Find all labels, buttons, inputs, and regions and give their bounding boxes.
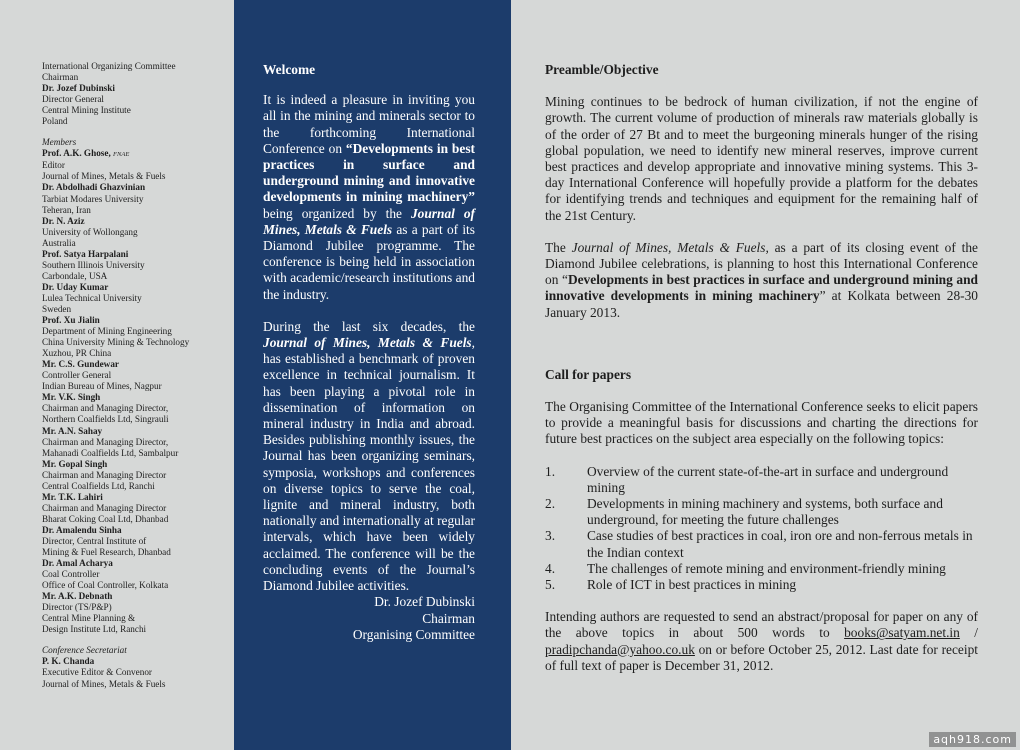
- member-name: Mr. Gopal Singh: [42, 458, 108, 469]
- topic-number: 2.: [545, 496, 556, 512]
- member-desc: Tarbiat Modares University: [42, 193, 144, 204]
- topics-list: [545, 464, 978, 594]
- signature-name: Dr. Jozef Dubinski: [374, 594, 475, 610]
- committee-list: [42, 61, 232, 690]
- member-desc: Carbondale, USA: [42, 270, 108, 281]
- member-name: Prof. A.K. Ghose, FNAE: [42, 148, 130, 159]
- member-desc: Central Coalfields Ltd, Ranchi: [42, 480, 155, 491]
- member-desc: Indian Bureau of Mines, Nagpur: [42, 381, 162, 392]
- committee-title: International Organizing Committee: [42, 61, 176, 71]
- member-name: Prof. Satya Harpalani: [42, 248, 129, 259]
- member-desc: Chairman and Managing Director,: [42, 403, 169, 414]
- member-desc: China University Mining & Technology: [42, 337, 190, 348]
- chairman-desc: Director General: [42, 94, 104, 105]
- topic-text: Overview of the current state-of-the-art in surface and underground mining: [587, 463, 949, 495]
- member-name: Dr. Amal Acharya: [42, 558, 113, 569]
- committee-panel: [0, 0, 235, 750]
- member-desc: Department of Mining Engineering: [42, 326, 172, 337]
- member-name: Dr. Uday Kumar: [42, 281, 109, 292]
- call-heading: Call for papers: [545, 366, 632, 382]
- member-desc: Bharat Coking Coal Ltd, Dhanbad: [42, 513, 169, 524]
- preamble-content: [545, 62, 978, 690]
- member-desc: Chairman and Managing Director,: [42, 436, 169, 447]
- member-desc: Director (TS/P&P): [42, 602, 112, 613]
- preamble-panel: [511, 0, 1020, 750]
- topic-text: Role of ICT in best practices in mining: [587, 577, 797, 593]
- member-name: Mr. V.K. Singh: [42, 392, 101, 403]
- secretariat-label: Conference Secretariat: [42, 645, 127, 656]
- member-name: Mr. T.K. Lahiri: [42, 491, 103, 502]
- member-desc: Coal Controller: [42, 569, 100, 580]
- signature-role: Chairman: [422, 610, 475, 626]
- member-desc: Mining & Fuel Research, Dhanbad: [42, 547, 171, 558]
- member-desc: Central Mine Planning &: [42, 613, 136, 624]
- member-desc: Controller General: [42, 370, 112, 381]
- member-name: Mr. A.N. Sahay: [42, 425, 103, 436]
- welcome-paragraph-1: It is indeed a pleasure in inviting you all in the mining and minerals sector to the forthcoming International Conference on “Developments in best practices in surface and underground mining and innovative developments in mining machinery” being organized by the Journal of Mines, Metals & Fuels as a part of its Diamond Jubilee programme. The conference is being held in association with academic/research institutions and the industry.: [263, 92, 475, 302]
- email-link-books[interactable]: books@satyam.net.in: [844, 625, 960, 641]
- topic-item: [545, 561, 978, 577]
- member-desc: Northern Coalfields Ltd, Singrauli: [42, 414, 169, 425]
- welcome-panel: [234, 0, 511, 750]
- preamble-heading: Preamble/Objective: [545, 62, 659, 77]
- call-intro: The Organising Committee of the International Conference seeks to elicit papers to provide a meaningful basis for discussions and charting the directions for future best practices on the subject area especially on the following topics:: [545, 399, 978, 447]
- member-suffix: FNAE: [113, 151, 130, 159]
- topic-number: 4.: [545, 560, 556, 576]
- member-desc: Lulea Technical University: [42, 292, 142, 303]
- member-desc: Editor: [42, 160, 65, 171]
- secretariat-desc: Executive Editor & Convenor: [42, 667, 152, 678]
- preamble-paragraph-1: Mining continues to be bedrock of human civilization, if not the engine of growth. The current volume of production of minerals raw materials globally is of the order of 27 Bt and to meet the burgeoning minerals hunger of the rising global population, we need to identify new mineral reserves, improve current best practices and develop appropriate and innovative mining systems. This 3-day International Conference will hopefully provide a platform for the debates for identifying trends and techniques and equipment for the remaining half of the 21st Century.: [545, 94, 978, 223]
- chairman-name: Dr. Jozef Dubinski: [42, 83, 115, 94]
- member-desc: University of Wollongang: [42, 226, 138, 237]
- secretariat-desc: Journal of Mines, Metals & Fuels: [42, 678, 166, 689]
- member-name: Dr. Amalendu Sinha: [42, 524, 122, 535]
- member-desc: Chairman and Managing Director: [42, 469, 167, 480]
- member-desc: Australia: [42, 237, 76, 248]
- member-name: Mr. A.K. Debnath: [42, 591, 113, 602]
- member-desc: Office of Coal Controller, Kolkata: [42, 580, 169, 591]
- welcome-paragraph-2: During the last six decades, the Journal of Mines, Metals & Fuels, has established a benchmark of proven excellence in technical journalism. It has been playing a pivotal role in dissemination of information on mineral industry in India and abroad. Besides publishing monthly issues, the Journal has been organizing seminars, symposia, workshops and conferences on diverse topics to serve the coal, lignite and mineral industry, both nationally and internationally at regular intervals, which have been widely acclaimed. The conference will be the concluding events of the Journal’s Diamond Jubilee activities.: [263, 318, 475, 594]
- secretariat-name: P. K. Chanda: [42, 656, 95, 667]
- members-label: Members: [42, 137, 77, 148]
- signature-org: Organising Committee: [352, 626, 475, 642]
- welcome-heading: Welcome: [263, 62, 316, 77]
- member-desc: Journal of Mines, Metals & Fuels: [42, 171, 166, 182]
- topic-text: Developments in mining machinery and systems, both surface and underground, for meeting the future challenges: [587, 496, 943, 528]
- topic-item: [545, 528, 978, 560]
- member-desc: Teheran, Iran: [42, 204, 91, 215]
- member-name: Dr. N. Aziz: [42, 215, 85, 226]
- chairman-desc: Central Mining Institute: [42, 105, 131, 116]
- member-desc: Sweden: [42, 303, 72, 314]
- welcome-content: [263, 62, 475, 643]
- chairman-role: Chairman: [42, 72, 79, 83]
- member-desc: Chairman and Managing Director: [42, 502, 167, 513]
- members-list: [42, 148, 232, 635]
- member-name: Mr. C.S. Gundewar: [42, 359, 119, 370]
- member-desc: Mahanadi Coalfields Ltd, Sambalpur: [42, 447, 179, 458]
- topic-number: 1.: [545, 463, 556, 479]
- topic-number: 5.: [545, 577, 556, 593]
- topic-text: The challenges of remote mining and environment-friendly mining: [587, 560, 946, 576]
- topic-number: 3.: [545, 528, 556, 544]
- watermark: aqh918.com: [929, 732, 1016, 747]
- member-name: Dr. Abdolhadi Ghazvinian: [42, 182, 146, 193]
- preamble-paragraph-2: The Journal of Mines, Metals & Fuels, as a part of its closing event of the Diamond Jubilee celebrations, is planning to host this International Conference on “Developments in best practices in surface and underground mining and innovative developments in mining machinery” at Kolkata between 28-30 January 2013.: [545, 239, 979, 320]
- member-desc: Xuzhou, PR China: [42, 348, 112, 359]
- member-desc: Director, Central Institute of: [42, 535, 147, 546]
- member-name: Prof. Xu Jialin: [42, 315, 100, 326]
- topic-item: [545, 496, 978, 528]
- member-desc: Southern Illinois University: [42, 259, 145, 270]
- topic-item: [545, 464, 978, 496]
- chairman-desc: Poland: [42, 116, 68, 127]
- topic-item: [545, 577, 978, 593]
- member-desc: Design Institute Ltd, Ranchi: [42, 624, 147, 635]
- topic-text: Case studies of best practices in coal, iron ore and non-ferrous metals in the Indian context: [587, 528, 973, 560]
- email-link-pradip[interactable]: pradipchanda@yahoo.co.uk: [545, 641, 695, 657]
- call-closing: Intending authors are requested to send an abstract/proposal for paper on any of the above topics in about 500 words to books@satyam.net.in / pradipchanda@yahoo.co.uk on or before October 25, 2012. Last date for receipt of full text of paper is December 31, 2012.: [545, 609, 978, 673]
